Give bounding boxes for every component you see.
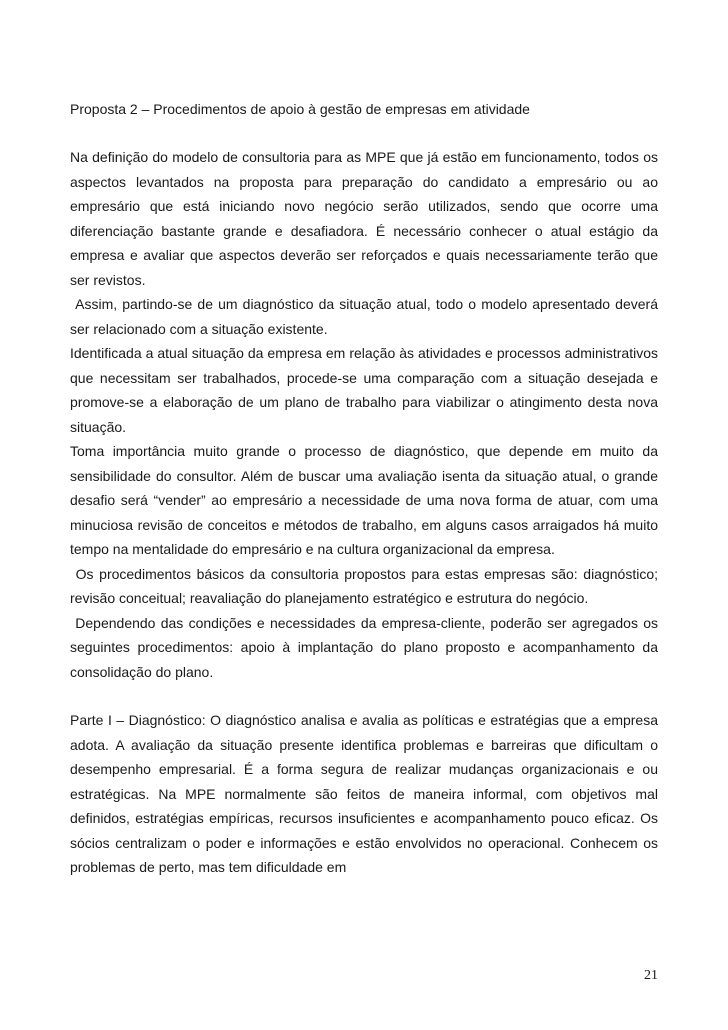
paragraph-2: Assim, partindo-se de um diagnóstico da situação atual, todo o modelo apresentado deverá ser relacionado com a situação existente. [70,296,662,337]
page-number: 21 [644,968,658,983]
section-heading: Proposta 2 – Procedimentos de apoio à gestão de empresas em atividade [70,101,530,117]
paragraph-3: Identificada a atual situação da empresa em relação às atividades e processos administrativos que necessitam ser trabalhados, procede-se uma comparação com a situação desejada e promove-se a elaboração de um plano de trabalho para viabilizar o atingimento desta nova situação. [70,345,658,435]
paragraph-4: Toma importância muito grande o processo de diagnóstico, que depende em muito da sensibilidade do consultor. Além de buscar uma avaliação isenta da situação atual, o grande desafio será “vender” ao empresário a necessidade de uma nova forma de atuar, com uma minuciosa revisão de conceitos e métodos de trabalho, em alguns casos arraigados há muito tempo na mentalidade do empresário e na cultura organizacional da empresa. [70,443,658,557]
paragraph-part-i: Parte I – Diagnóstico: O diagnóstico analisa e avalia as políticas e estratégias que a empresa adota. A avaliação da situação presente identifica problemas e barreiras que dificultam o desempenho empresarial. É a forma segura de realizar mudanças organizacionais e ou estratégicas. Na MPE normalmente são feitos de maneira informal, com objetivos mal definidos, estratégias empíricas, recursos insuficientes e acompanhamento pouco eficaz. Os sócios centralizam o poder e informações e estão envolvidos no operacional. Conhecem os problemas de perto, mas tem dificuldade em [70,712,658,875]
paragraph-6: Dependendo das condições e necessidades da empresa-cliente, poderão ser agregados os seguintes procedimentos: apoio à implantação do plano proposto e acompanhamento da consolidação do plano. [70,614,662,680]
paragraph-5: Os procedimentos básicos da consultoria propostos para estas empresas são: diagnóstico; revisão conceitual; reavaliação do planejamento estratégico e estrutura do negócio. [70,565,662,606]
document-page [70,97,662,880]
paragraph-1: Na definição do modelo de consultoria para as MPE que já estão em funcionamento, todos os aspectos levantados na proposta para preparação do candidato a empresário ou ao empresário que está iniciando novo negócio serão utilizados, sendo que ocorre uma diferenciação bastante grande e desafiadora. É necessário conhecer o atual estágio da empresa e avaliar que aspectos deverão ser reforçados e quais necessariamente terão que ser revistos. [70,149,658,288]
paragraph-gap [70,684,658,708]
